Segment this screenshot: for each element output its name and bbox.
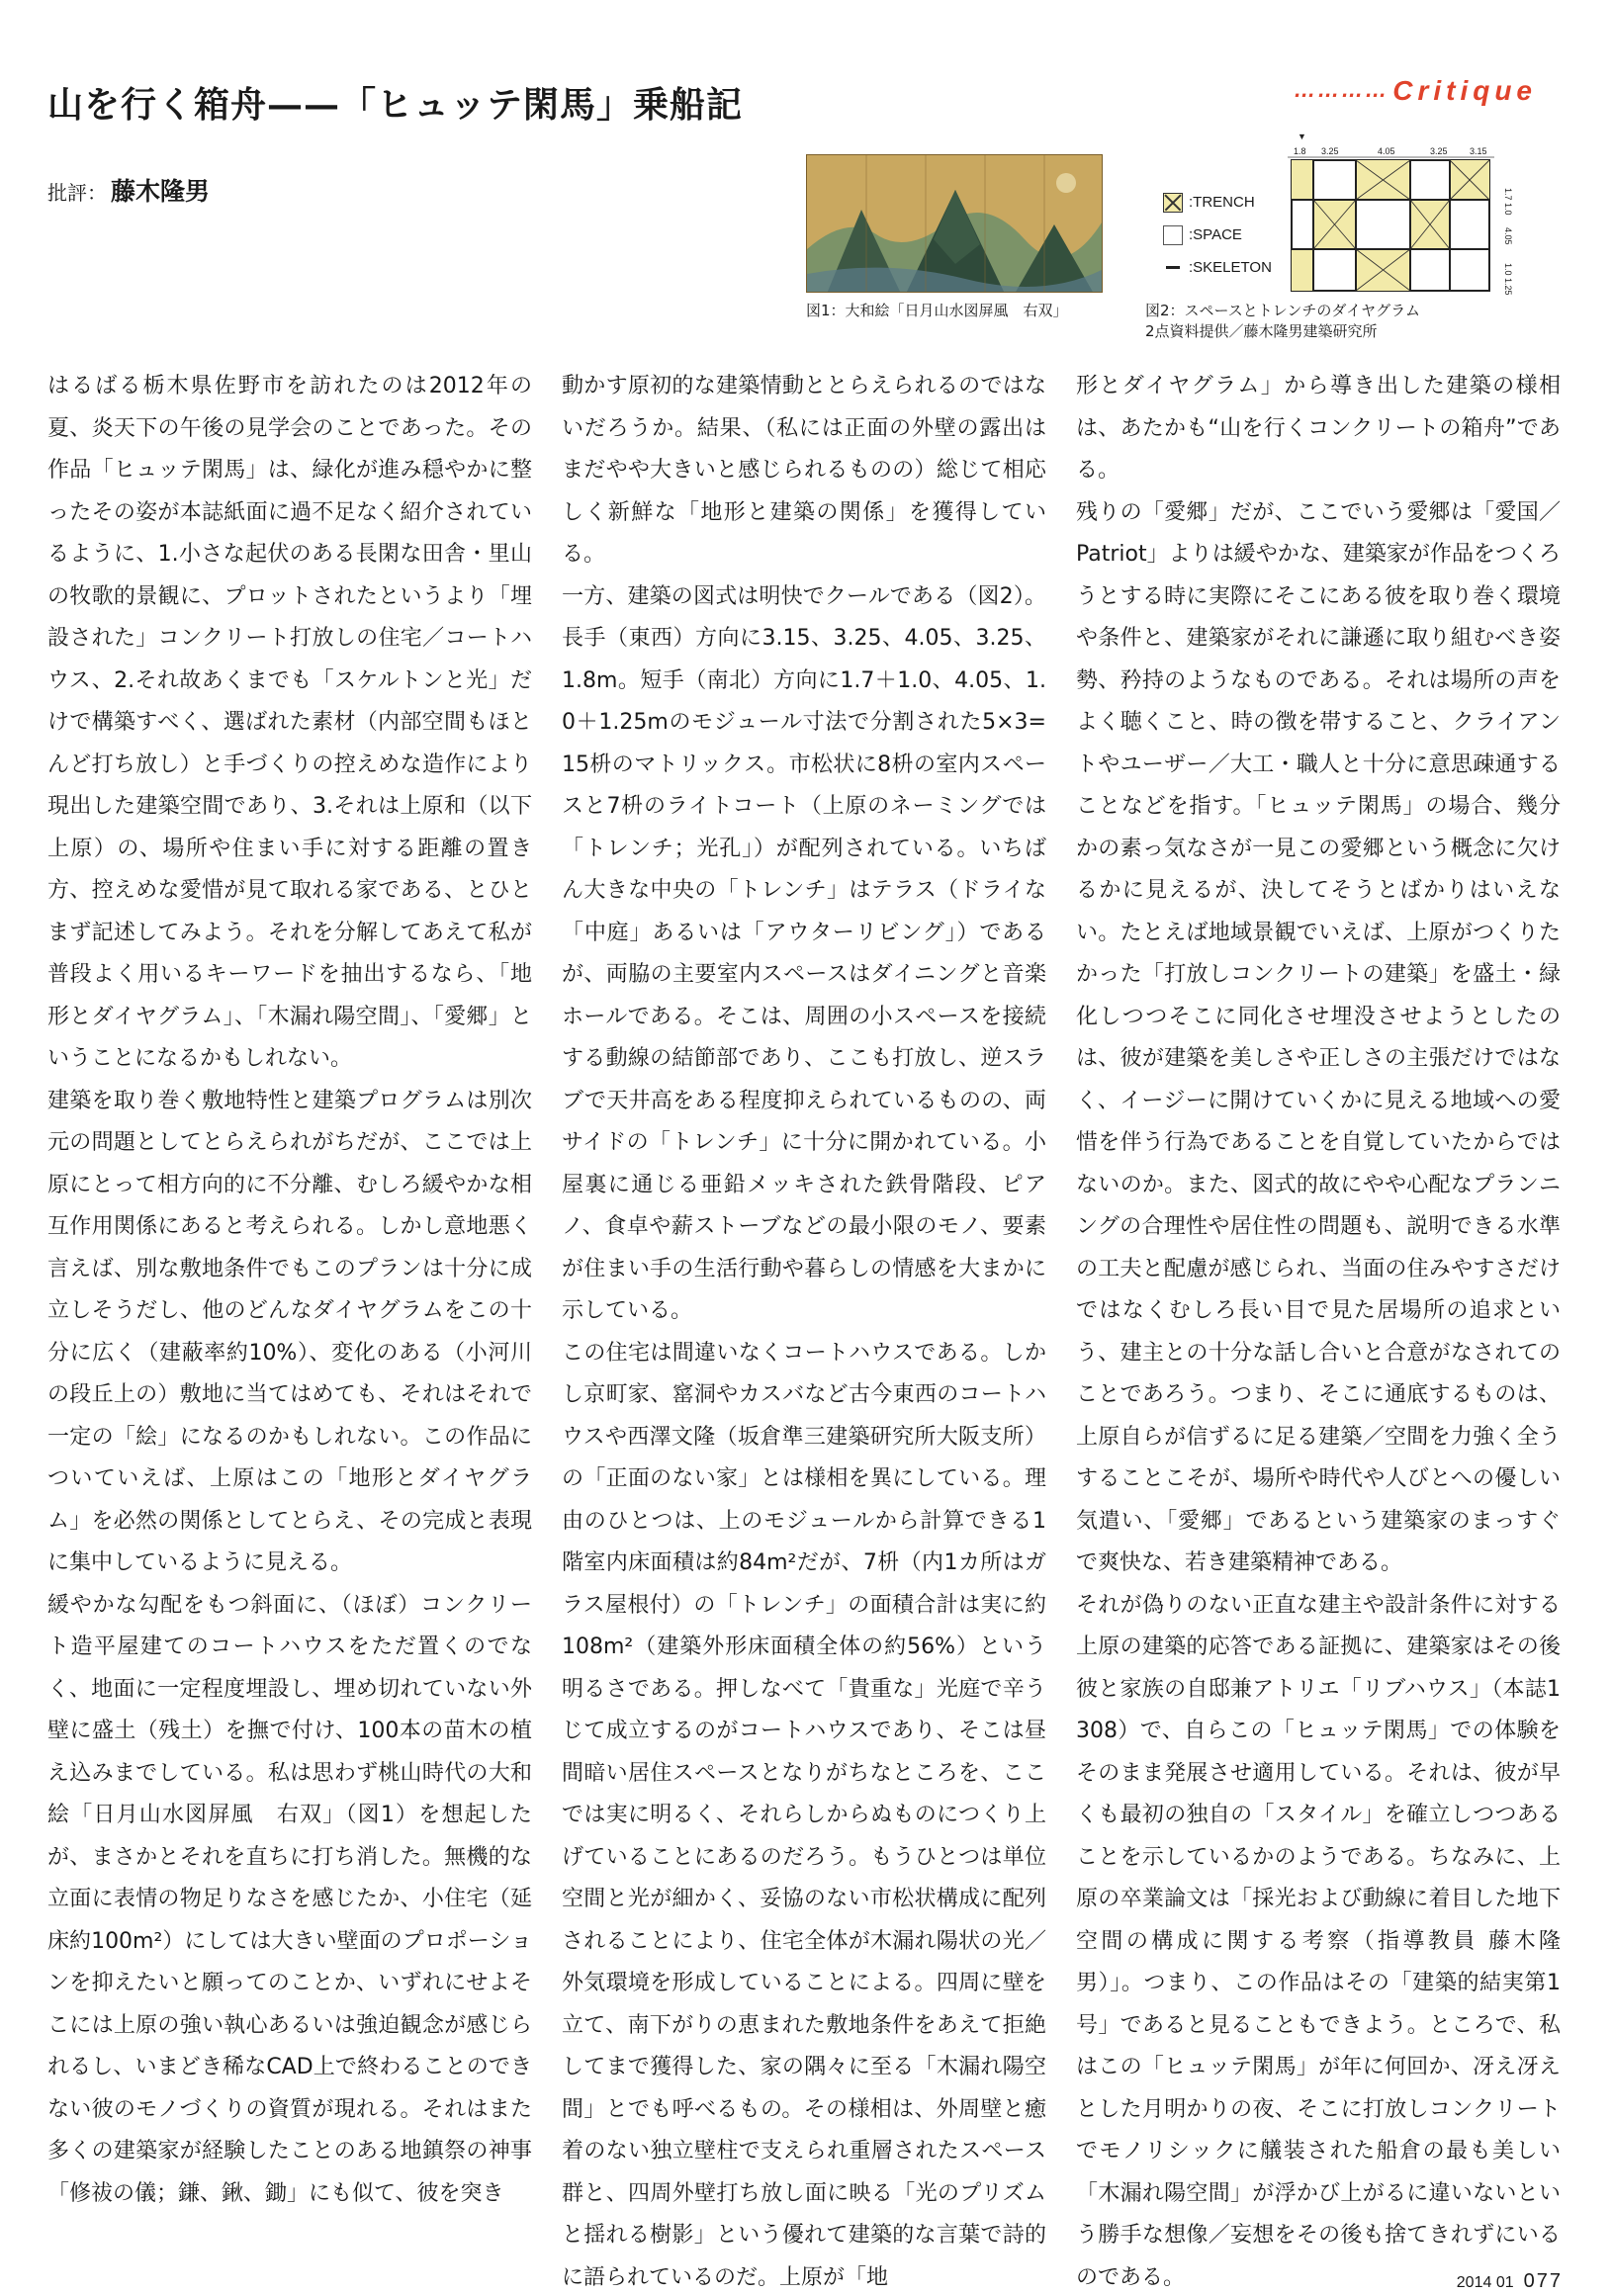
dim-top-5: 3.15 [1470, 146, 1487, 156]
paragraph: この住宅は間違いなくコートハウスである。しかし京町家、窰洞やカスバなど古今東西のコートハウスや西澤文隆（坂倉準三建築研究所大阪支所）の「正面のない家」とは様相を異にしている。理由のひとつは、上のモジュールから計算できる1階室内床面積は約84m²だが、7枡（内1カ所はガラス屋根付）の「トレンチ」の面積合計は実に約108m²（建築外形床面積全体の約56%）という明るさである。押しなべて「貴重な」光庭で辛うじて成立するのがコートハウスであり、そこは昼間暗い居住スペースとなりがちなところを、ここでは実に明るく、それらしからぬものにつくり上げていることにあるのだろう。もうひとつは単位空間と光が細かく、妥協のない市松状構成に配列されることにより、住宅全体が木漏れ陽状の光／外気環境を形成していることによる。四周に壁を立て、南下がりの恵まれた敷地条件をあえて拒絶してまで獲得した、家の隅々に至る「木漏れ陽空間」とでも呼べるもの。その様相は、外周壁と癒着のない独立壁柱で支えられ重層されたスペース群と、四周外壁打ち放し面に映る「光のプリズムと揺れる樹影」という優れて建築的な言葉で詩的に語られているのだ。上原が「地 [562, 1340, 1046, 2290]
legend-trench-label: :TRENCH [1189, 194, 1255, 211]
legend-skeleton-label: :SKELETON [1189, 259, 1272, 276]
paragraph: 緩やかな勾配をもつ斜面に、（ほぼ）コンクリート造平屋建てのコートハウスをただ置くのでなく、地面に一定程度埋設し、埋め切れていない外壁に盛土（残土）を撫で付け、100本の苗木の植え込みまでしている。私は思わず桃山時代の大和絵「日月山水図屏風 右双」（図1）を想起したが、まさかとそれを直ちに打ち消した。無機的な立面に表情の物足りなさを感じたか、小住宅（延床約100m²）にしては大きい壁面のプロポーションを抑えたいと願ってのことか、いずれにせよそこには上原の強い執心あるいは強迫観念が感じられるし、いまどき稀なCAD上で終わることのできない彼のモノづくりの資質が現れる。それはまた多くの建築家が経験したことのある地鎮祭の神事「修祓の儀；鎌、鍬、鋤」にも似て、彼を突き [47, 1592, 532, 2206]
arrow-marker-icon: ▼ [1298, 132, 1306, 141]
section-dots: ………… [1294, 77, 1389, 102]
author-name: 藤木隆男 [111, 177, 211, 206]
skeleton-line-icon [1166, 266, 1180, 269]
text-column-2 [562, 366, 1046, 2296]
dim-right-3: 1.0 1.25 [1503, 263, 1513, 296]
figure2-plan-diagram [1222, 131, 1537, 297]
section-label [1294, 75, 1537, 107]
dim-top-2: 3.25 [1321, 146, 1339, 156]
paragraph: 建築を取り巻く敷地特性と建築プログラムは別次元の問題としてとらえられがちだが、ここでは上原にとって相方向的に不分離、むしろ緩やかな相互作用関係にあると考えられる。しかし意地悪く言えば、別な敷地条件でもこのプランは十分に成立しそうだし、他のどんなダイヤグラムをこの十分に広く（建蔽率約10%）、変化のある（小河川の段丘上の）敷地に当てはめても、それはそれで一定の「絵」になるのかもしれない。この作品についていえば、上原はこの「地形とダイヤグラム」を必然の関係としてとらえ、その完成と表現に集中しているように見える。 [47, 1088, 532, 1575]
section-name: Critique [1392, 75, 1537, 106]
dim-right-1: 1.7 1.0 [1503, 188, 1513, 216]
paragraph: 一方、建築の図式は明快でクールである（図2）。長手（東西）方向に3.15、3.25、4.05、3.25、1.8m。短手（南北）方向に1.7＋1.0、4.05、1.0＋1.25mのモジュール寸法で分割された5×3=15枡のマトリックス。市松状に8枡の室内スペースと7枡のライトコート（上原のネーミングでは「トレンチ；光孔」）が配列されている。いちばん大きな中央の「トレンチ」はテラス（ドライな「中庭」あるいは「アウターリビング」）であるが、両脇の主要室内スペースはダイニングと音楽ホールである。そこは、周囲の小スペースを接続する動線の結節部であり、ここも打放し、逆スラブで天井高をある程度抑えられているものの、両サイドの「トレンチ」に十分に開かれている。小屋裏に通じる亜鉛メッキされた鉄骨階段、ピアノ、食卓や薪ストーブなどの最小限のモノ、要素が住まい手の生活行動や暮らしの情感を大まかに示している。 [562, 583, 1046, 1323]
paragraph: はるばる栃木県佐野市を訪れたのは2012年の夏、炎天下の午後の見学会のことであった。その作品「ヒュッテ閑馬」は、緑化が進み穏やかに整ったその姿が本誌紙面に過不足なく紹介されているように、1.小さな起伏のある長閑な田舎・里山の牧歌的景観に、プロットされたというより「埋設された」コンクリート打放しの住宅／コートハウス、2.それ故あくまでも「スケルトンと光」だけで構築すべく、選ばれた素材（内部空間もほとんど打ち放し）と手づくりの控えめな造作により現出した建築空間であり、3.それは上原和（以下上原）の、場所や住まい手に対する距離の置き方、控えめな愛惜が見て取れる家である、とひとまず記述してみよう。それを分解してあえて私が普段よく用いるキーワードを抽出するなら、「地形とダイヤグラム」、「木漏れ陽空間」、「愛郷」ということになるかもしれない。 [47, 374, 532, 1071]
dim-top-1: 1.8 [1294, 146, 1306, 156]
byline-label: 批評： [47, 181, 107, 205]
space-swatch-icon [1163, 225, 1183, 245]
paragraph: 残りの「愛郷」だが、ここでいう愛郷は「愛国／Patriot」よりは緩やかな、建築家が作品をつくろうとする時に実際にそこにある彼を取り巻く環境や条件と、建築家がそれに謙遜に取り組むべき姿勢、矜持のようなものである。それは場所の声をよく聴くこと、時の徴を帯すること、クライアントやユーザー／大工・職人と十分に意思疎通することなどを指す。「ヒュッテ閑馬」の場合、幾分かの素っ気なさが一見この愛郷という概念に欠けるかに見えるが、決してそうとばかりはいえない。たとえば地域景観でいえば、上原がつくりたかった「打放しコンクリートの建築」を盛土・緑化しつつそこに同化させ埋没させようとしたのは、彼が建築を美しさや正しさの主張だけではなく、イージーに開けていくかに見える地域への愛惜を伴う行為であることを自覚していたからではないのか。また、図式的故にやや心配なプランニングの合理性や居住性の問題も、説明できる水準の工夫と配慮が感じられ、当面の住みやすさだけではなくむしろ長い目で見た居場所の追求という、建主との十分な話し合いと合意がなされてのことであろう。つまり、そこに通底するものは、上原自らが信ずるに足る建築／空間を力強く全うすることこそが、場所や時代や人びとへの優しい気遣い、「愛郷」であるという建築家のまっすぐで爽快な、若き建築精神である。 [1076, 499, 1561, 1575]
byline [47, 172, 210, 208]
figure2-caption-line1: 図2：スペースとトレンチのダイヤグラム [1145, 302, 1420, 319]
paragraph: 動かす原初的な建築情動ととらえられるのではないだろうか。結果、（私には正面の外壁の露出はまだやや大きいと感じられるものの）総じて相応しく新鮮な「地形と建築の関係」を獲得している。 [562, 374, 1046, 567]
figure2-caption [1145, 301, 1420, 342]
dim-right-2: 4.05 [1503, 227, 1513, 245]
page-title: 山を行く箱舟——「ヒュッテ閑馬」乗船記 [47, 84, 744, 126]
paragraph: それが偽りのない正直な建主や設計条件に対する上原の建築的応答である証拠に、建築家はその後彼と家族の自邸兼アトリエ「リブハウス」（本誌1308）で、自らこの「ヒュッテ閑馬」での体験をそのまま発展させ適用している。それは、彼が早くも最初の独自の「スタイル」を確立しつつあることを示しているかのようである。ちなみに、上原の卒業論文は「採光および動線に着目した地下空間の構成に関する考察（指導教員 藤木隆男）」。つまり、この作品はその「建築的結実第1号」であると見ることもできよう。ところで、私はこの「ヒュッテ閑馬」が年に何回か、冴え冴えとした月明かりの夜、そこに打放しコンクリートでモノリシックに艤装された船倉の最も美しい「木漏れ陽空間」が浮かび上がるに違いないという勝手な想像／妄想をその後も捨てきれずにいるのである。 [1076, 1592, 1561, 2290]
issue-date: 2014 01 [1456, 2274, 1514, 2291]
page-number: 077 [1523, 2270, 1563, 2292]
text-column-1 [47, 366, 532, 2215]
figure1-caption: 図1：大和絵「日月山水図屏風 右双」 [806, 302, 1068, 319]
dim-top-4: 3.25 [1430, 146, 1448, 156]
dim-top-3: 4.05 [1378, 146, 1395, 156]
trench-swatch-icon [1163, 193, 1183, 213]
legend-space-label: :SPACE [1189, 226, 1242, 243]
figure2-caption-line2: 2点資料提供／藤木隆男建築研究所 [1145, 322, 1378, 340]
text-column-3 [1076, 366, 1561, 2296]
figure1-folding-screen-image [806, 154, 1103, 293]
paragraph: 形とダイヤグラム」から導き出した建築の様相は、あたかも“山を行くコンクリートの箱舟”である。 [1076, 374, 1561, 483]
page-footer [1457, 2270, 1563, 2293]
